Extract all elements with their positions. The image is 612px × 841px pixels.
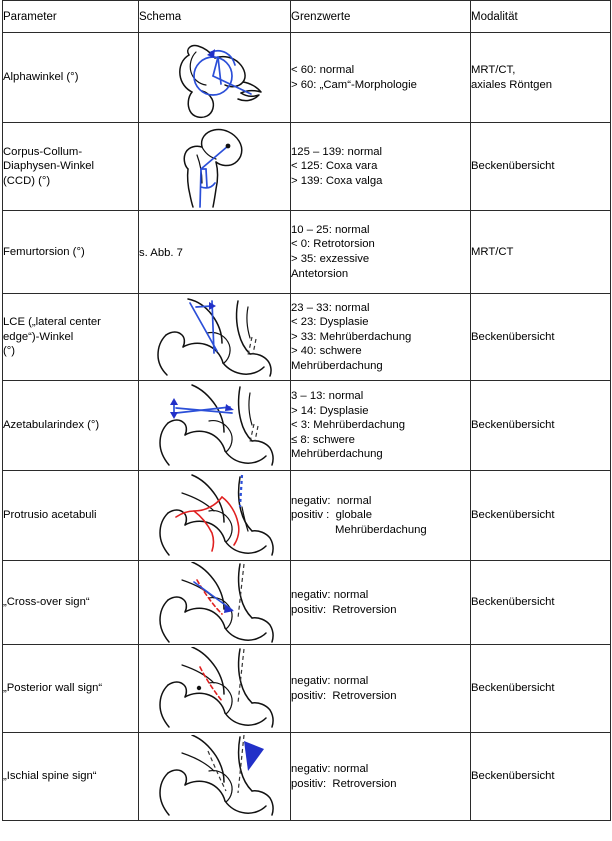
acetabular-index-diagram	[152, 383, 278, 469]
grenzwerte-line: > 14: Dysplasie	[291, 404, 369, 417]
modalitaet-line: Beckenübersicht	[471, 596, 555, 609]
grenzwerte-list	[291, 762, 470, 791]
modalitaet-cell	[471, 123, 611, 211]
parameter-cell	[3, 471, 139, 561]
grenzwerte-line: 3 – 13: normal	[291, 390, 364, 403]
schema-cell	[139, 33, 291, 123]
table-row	[3, 645, 611, 733]
parameter-cell	[3, 561, 139, 645]
posterior-wall-sign-diagram	[152, 647, 278, 731]
grenzwerte-line: > 35: exzessive	[291, 253, 370, 265]
table-row	[3, 381, 611, 471]
grenzwerte-cell	[291, 471, 471, 561]
schema-cell	[139, 471, 291, 561]
grenzwerte-line: ≤ 8: schwere	[291, 433, 355, 446]
modalitaet-list	[471, 245, 610, 260]
parameter-label: Alphawinkel (°)	[3, 71, 79, 84]
grenzwerte-line: > 33: Mehrüberdachung	[291, 330, 412, 343]
modalitaet-cell	[471, 211, 611, 294]
grenzwerte-cell	[291, 561, 471, 645]
schema-reference-text: s. Abb. 7	[139, 247, 183, 259]
grenzwerte-cell	[291, 733, 471, 821]
parameter-label	[3, 769, 138, 784]
table-header-row	[3, 1, 611, 33]
grenzwerte-line: positiv : globale	[291, 509, 373, 522]
grenzwerte-line: positiv: Retroversion	[291, 689, 397, 702]
schema-cell	[139, 561, 291, 645]
modalitaet-line: Beckenübersicht	[471, 330, 555, 343]
hip-parameters-table	[2, 0, 611, 821]
grenzwerte-cell	[291, 33, 471, 123]
ischial-spine-sign-diagram	[152, 735, 278, 819]
grenzwerte-line: negativ: normal	[291, 762, 369, 775]
grenzwerte-cell	[291, 381, 471, 471]
parameter-label	[3, 145, 138, 189]
crossover-sign-diagram	[152, 562, 278, 644]
modalitaet-line: Beckenübersicht	[471, 160, 555, 173]
grenzwerte-list	[291, 301, 470, 374]
table-row	[3, 471, 611, 561]
grenzwerte-line: < 23: Dysplasie	[291, 316, 369, 329]
grenzwerte-list	[291, 674, 470, 703]
grenzwerte-line: 10 – 25: normal	[291, 223, 370, 236]
modalitaet-list	[471, 681, 610, 696]
grenzwerte-line: Mehrüberdachung	[291, 448, 383, 461]
modalitaet-line: MRT/CT	[471, 245, 514, 258]
grenzwerte-line: < 3: Mehrüberdachung	[291, 419, 405, 432]
parameter-line: (CCD) (°)	[3, 174, 51, 187]
parameter-cell	[3, 123, 139, 211]
lce-angle-diagram	[152, 295, 278, 379]
modalitaet-line: Beckenübersicht	[471, 419, 555, 432]
grenzwerte-line: Mehrüberdachung	[335, 523, 427, 536]
parameter-cell	[3, 381, 139, 471]
modalitaet-cell	[471, 33, 611, 123]
grenzwerte-line: negativ: normal	[291, 494, 372, 507]
parameter-cell	[3, 211, 139, 294]
ccd-angle-diagram	[160, 125, 270, 209]
schema-cell	[139, 294, 291, 381]
grenzwerte-list	[291, 145, 470, 189]
parameter-line: Diaphysen-Winkel	[3, 160, 95, 173]
modalitaet-list	[471, 508, 610, 523]
column-header-schema: Schema	[139, 1, 291, 33]
column-header-modalitaet: Modalität	[471, 1, 611, 33]
table-header	[3, 1, 611, 33]
parameter-line: (°)	[3, 345, 16, 358]
grenzwerte-line: positiv: Retroversion	[291, 777, 397, 790]
schema-cell	[139, 211, 291, 294]
parameter-label	[3, 508, 138, 523]
parameter-cell	[3, 294, 139, 381]
parameter-line: Protrusio acetabuli	[3, 509, 97, 522]
parameter-label	[3, 315, 138, 359]
grenzwerte-line: negativ: normal	[291, 588, 369, 601]
schema-cell	[139, 645, 291, 733]
alpha-angle-diagram	[155, 35, 275, 121]
modalitaet-cell	[471, 471, 611, 561]
grenzwerte-line: > 40: schwere	[291, 345, 362, 358]
parameter-line: LCE („lateral center	[3, 316, 101, 329]
grenzwerte-line: Antetorsion	[291, 267, 349, 280]
modalitaet-cell	[471, 294, 611, 381]
grenzwerte-line: < 0: Retrotorsion	[291, 238, 375, 251]
modalitaet-cell	[471, 381, 611, 471]
grenzwerte-line: 125 – 139: normal	[291, 145, 383, 158]
parameter-line: „Ischial spine sign“	[3, 770, 97, 783]
grenzwerte-line: negativ: normal	[291, 674, 369, 687]
modalitaet-line: Beckenübersicht	[471, 509, 555, 522]
modalitaet-line: axiales Röntgen	[471, 78, 553, 91]
parameter-line: Corpus-Collum-	[3, 145, 83, 158]
table-row	[3, 733, 611, 821]
modalitaet-cell	[471, 561, 611, 645]
parameter-line: „Cross-over sign“	[3, 596, 90, 609]
modalitaet-list	[471, 595, 610, 610]
modalitaet-list	[471, 63, 610, 92]
grenzwerte-line: 23 – 33: normal	[291, 301, 370, 314]
modalitaet-cell	[471, 733, 611, 821]
modalitaet-list	[471, 769, 610, 784]
column-header-grenzwerte: Grenzwerte	[291, 1, 471, 33]
grenzwerte-list	[291, 588, 470, 617]
modalitaet-list	[471, 159, 610, 174]
grenzwerte-cell	[291, 123, 471, 211]
parameter-line: „Posterior wall sign“	[3, 682, 103, 695]
grenzwerte-line: < 125: Coxa vara	[291, 160, 378, 173]
schema-cell	[139, 381, 291, 471]
modalitaet-line: Beckenübersicht	[471, 770, 555, 783]
parameter-label	[3, 681, 138, 696]
parameter-line: edge“)-Winkel	[3, 330, 74, 343]
protrusio-diagram	[152, 473, 278, 559]
grenzwerte-line: positiv: Retroversion	[291, 603, 397, 616]
grenzwerte-line: < 60: normal	[291, 63, 355, 76]
modalitaet-list	[471, 330, 610, 345]
parameter-label	[3, 595, 138, 610]
grenzwerte-list	[291, 223, 470, 281]
modalitaet-list	[471, 418, 610, 433]
schema-cell	[139, 733, 291, 821]
table-row	[3, 561, 611, 645]
grenzwerte-line: Mehrüberdachung	[291, 359, 383, 372]
parameter-line: Femurtorsion (°)	[3, 245, 85, 258]
grenzwerte-list	[291, 63, 470, 92]
parameter-label	[3, 245, 138, 260]
grenzwerte-cell	[291, 645, 471, 733]
modalitaet-cell	[471, 645, 611, 733]
table-row	[3, 123, 611, 211]
column-header-parameter: Parameter	[3, 1, 139, 33]
modalitaet-line: Beckenübersicht	[471, 682, 555, 695]
schema-cell	[139, 123, 291, 211]
grenzwerte-list	[291, 389, 470, 462]
grenzwerte-list	[291, 494, 470, 538]
grenzwerte-line: > 60: „Cam“-Morphologie	[291, 78, 417, 91]
parameter-cell	[3, 733, 139, 821]
parameter-label	[3, 418, 138, 433]
parameter-line: Azetabularindex (°)	[3, 419, 100, 432]
parameter-cell	[3, 33, 139, 123]
parameter-cell	[3, 645, 139, 733]
table-row	[3, 211, 611, 294]
grenzwerte-cell	[291, 294, 471, 381]
grenzwerte-line: > 139: Coxa valga	[291, 174, 383, 187]
table-row	[3, 294, 611, 381]
table-row	[3, 33, 611, 123]
modalitaet-line: MRT/CT,	[471, 63, 516, 76]
table-body	[3, 33, 611, 821]
grenzwerte-cell	[291, 211, 471, 294]
